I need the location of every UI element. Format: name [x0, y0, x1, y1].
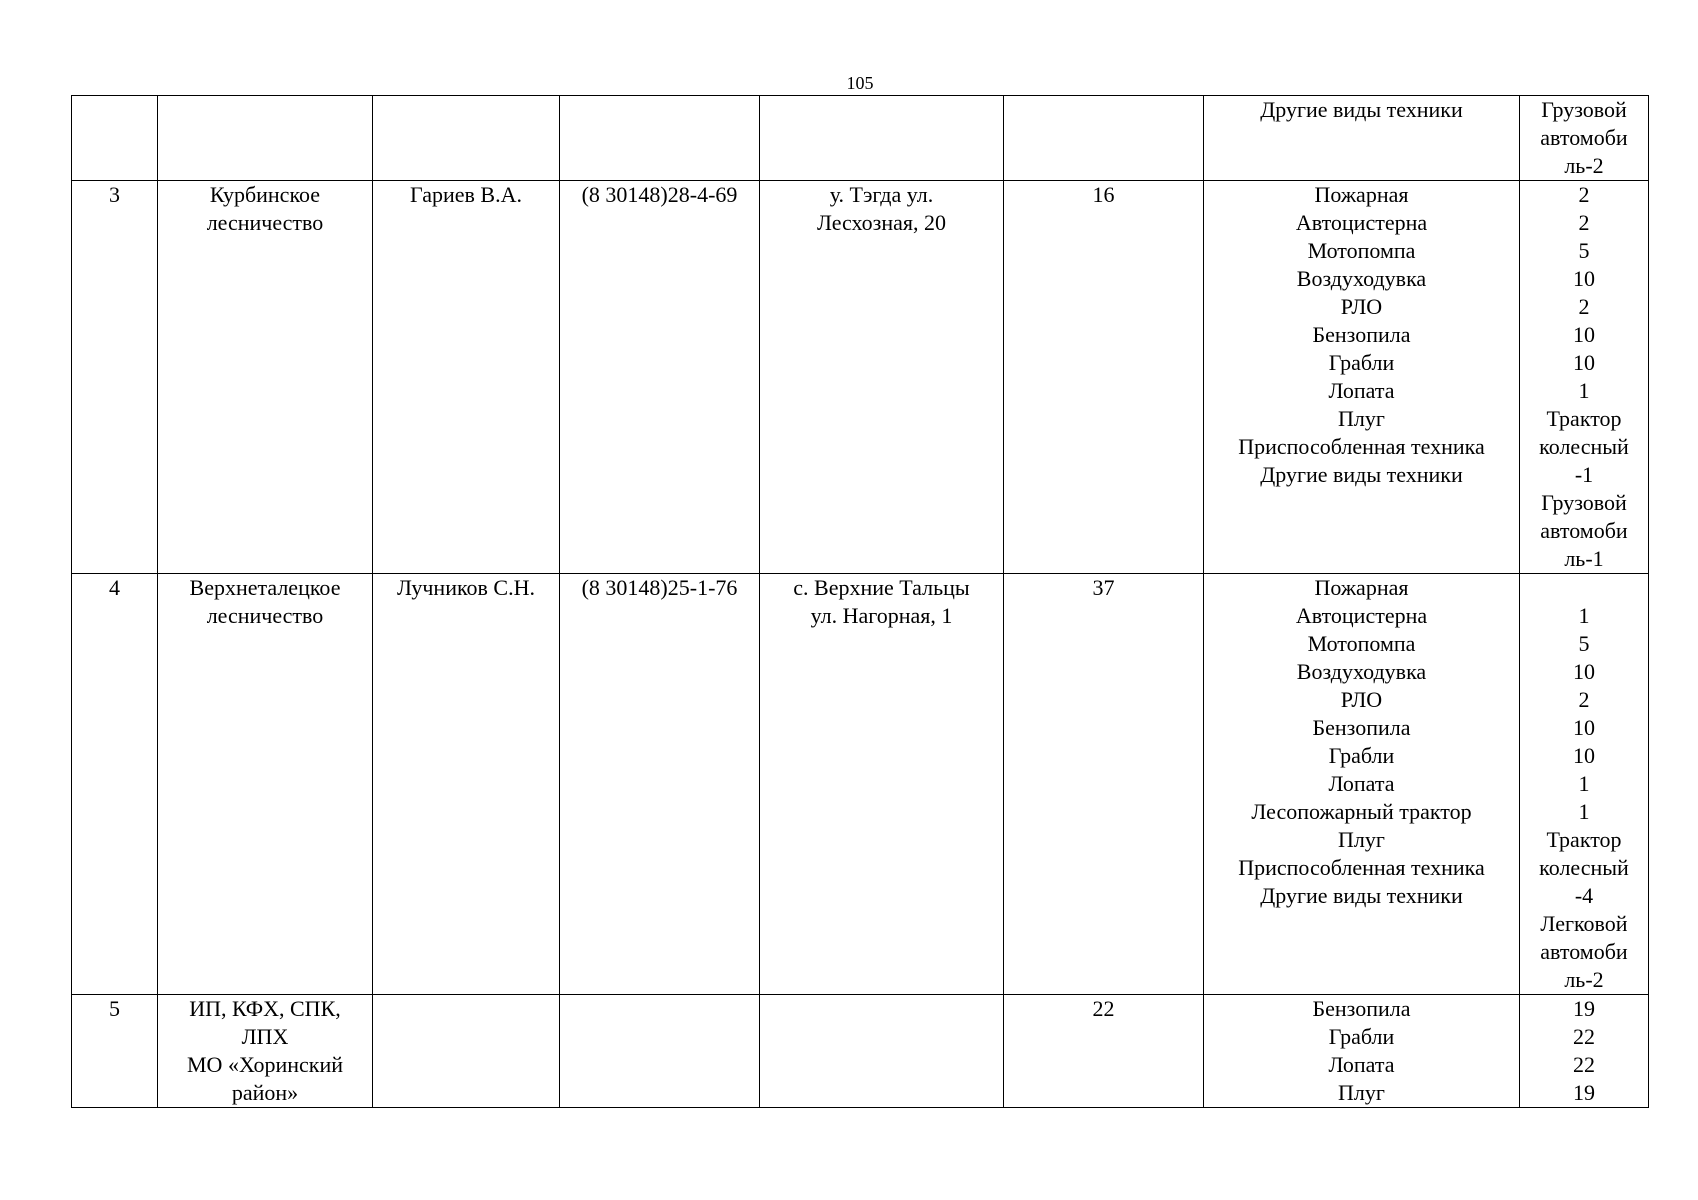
text-line: Другие виды техники: [1260, 462, 1463, 487]
text-line: Бензопила: [1312, 996, 1411, 1021]
text-line: Лопата: [1328, 771, 1395, 796]
text-line: автомоби: [1540, 125, 1628, 150]
text-line: РЛО: [1340, 687, 1383, 712]
text-line: ль-2: [1564, 967, 1604, 992]
cell-text: 16: [1092, 182, 1115, 207]
text-line: автомоби: [1540, 518, 1628, 543]
text-line: 5: [1578, 238, 1590, 263]
cell-text: 22: [1092, 996, 1115, 1021]
text-line: Плуг: [1338, 1080, 1385, 1105]
cell-personnel-count: [1004, 574, 1204, 995]
text-line: Лопата: [1328, 378, 1395, 403]
text-line: [1520, 574, 1648, 602]
text-line: Лесхозная, 20: [816, 210, 947, 235]
text-line: Плуг: [1338, 406, 1385, 431]
text-line: -4: [1574, 883, 1594, 908]
equipment-table: [71, 95, 1649, 1108]
text-line: -1: [1574, 462, 1594, 487]
text-line: 22: [1573, 1052, 1595, 1077]
text-line: Бензопила: [1312, 715, 1411, 740]
cell-personnel-count: [1004, 995, 1204, 1108]
cell-number: [72, 995, 158, 1108]
text-line: Курбинское: [209, 182, 321, 207]
text-line: у. Тэгда ул.: [829, 182, 934, 207]
cell-phone: [560, 96, 760, 181]
text-line: 2: [1578, 182, 1590, 207]
cell-phone: [560, 574, 760, 995]
cell-responsible-person: [373, 574, 560, 995]
text-line: Лесопожарный трактор: [1251, 799, 1472, 824]
table-body: [72, 96, 1649, 1108]
text-line: Грузовой: [1541, 490, 1627, 515]
text-line: Плуг: [1338, 827, 1385, 852]
cell-equipment-list: [1204, 574, 1520, 995]
text-line: колесный: [1539, 434, 1629, 459]
cell-organization: [158, 96, 373, 181]
cell-responsible-person: [373, 96, 560, 181]
cell-organization: [158, 181, 373, 574]
cell-personnel-count: [1004, 96, 1204, 181]
cell-number: [72, 574, 158, 995]
text-line: 2: [1578, 294, 1590, 319]
text-line: Легковой: [1540, 911, 1628, 936]
cell-text: 5: [109, 996, 120, 1021]
cell-equipment-quantities: [1520, 96, 1649, 181]
cell-number: [72, 96, 158, 181]
text-line: Верхнеталецкое: [189, 575, 341, 600]
table-row: [72, 995, 1649, 1108]
cell-address: [760, 995, 1004, 1108]
text-line: Воздуходувка: [1296, 266, 1427, 291]
text-line: Приспособленная техника: [1238, 434, 1485, 459]
cell-address: [760, 181, 1004, 574]
text-line: колесный: [1539, 855, 1629, 880]
text-line: Лопата: [1328, 1052, 1395, 1077]
text-line: Пожарная: [1314, 182, 1409, 207]
text-line: Бензопила: [1312, 322, 1411, 347]
table-row: [72, 181, 1649, 574]
table-row: [72, 574, 1649, 995]
text-line: ль-2: [1564, 153, 1604, 178]
text-line: Автоцистерна: [1295, 210, 1428, 235]
text-line: Автоцистерна: [1295, 603, 1428, 628]
text-line: 19: [1573, 996, 1595, 1021]
cell-text: (8 30148)25-1-76: [581, 575, 738, 600]
cell-phone: [560, 181, 760, 574]
table-row: [72, 96, 1649, 181]
text-line: лесничество: [206, 210, 324, 235]
text-line: Приспособленная техника: [1238, 855, 1485, 880]
cell-phone: [560, 995, 760, 1108]
text-line: лесничество: [206, 603, 324, 628]
text-line: 1: [1578, 603, 1590, 628]
cell-equipment-quantities: [1520, 995, 1649, 1108]
text-line: ул. Нагорная, 1: [810, 603, 953, 628]
text-line: 5: [1578, 631, 1590, 656]
cell-text: 4: [109, 575, 120, 600]
text-line: 1: [1578, 771, 1590, 796]
text-line: Мотопомпа: [1307, 238, 1416, 263]
text-line: 10: [1573, 743, 1595, 768]
cell-organization: [158, 995, 373, 1108]
text-line: 10: [1573, 715, 1595, 740]
cell-personnel-count: [1004, 181, 1204, 574]
cell-text: (8 30148)28-4-69: [581, 182, 738, 207]
cell-text: Лучников С.Н.: [396, 575, 535, 600]
cell-responsible-person: [373, 995, 560, 1108]
text-line: 10: [1573, 322, 1595, 347]
text-line: РЛО: [1340, 294, 1383, 319]
cell-equipment-list: [1204, 96, 1520, 181]
cell-number: [72, 181, 158, 574]
text-line: Грабли: [1328, 350, 1395, 375]
text-line: ль-1: [1564, 546, 1604, 571]
text-line: ЛПХ: [241, 1024, 289, 1049]
text-line: Другие виды техники: [1260, 883, 1463, 908]
text-line: с. Верхние Тальцы: [793, 575, 970, 600]
text-line: Другие виды техники: [1260, 97, 1463, 122]
cell-address: [760, 96, 1004, 181]
text-line: 10: [1573, 266, 1595, 291]
text-line: Грабли: [1328, 743, 1395, 768]
cell-address: [760, 574, 1004, 995]
text-line: 1: [1578, 799, 1590, 824]
cell-equipment-quantities: [1520, 574, 1649, 995]
text-line: Мотопомпа: [1307, 631, 1416, 656]
text-line: 2: [1578, 687, 1590, 712]
cell-responsible-person: [373, 181, 560, 574]
cell-text: 3: [109, 182, 120, 207]
cell-equipment-list: [1204, 181, 1520, 574]
cell-organization: [158, 574, 373, 995]
text-line: Воздуходувка: [1296, 659, 1427, 684]
text-line: 1: [1578, 378, 1590, 403]
text-line: ИП, КФХ, СПК,: [189, 996, 341, 1021]
cell-equipment-quantities: [1520, 181, 1649, 574]
text-line: 2: [1578, 210, 1590, 235]
text-line: Трактор: [1546, 406, 1622, 431]
text-line: Грузовой: [1541, 97, 1627, 122]
text-line: 10: [1573, 659, 1595, 684]
text-line: Пожарная: [1314, 575, 1409, 600]
cell-equipment-list: [1204, 995, 1520, 1108]
text-line: 22: [1573, 1024, 1595, 1049]
text-line: 19: [1573, 1080, 1595, 1105]
text-line: МО «Хоринский: [187, 1052, 343, 1077]
text-line: 10: [1573, 350, 1595, 375]
cell-text: 37: [1092, 575, 1115, 600]
text-line: Грабли: [1328, 1024, 1395, 1049]
text-line: Трактор: [1546, 827, 1622, 852]
text-line: район»: [231, 1080, 299, 1105]
cell-text: Гариев В.А.: [410, 182, 522, 207]
page-number: 105: [846, 73, 874, 93]
text-line: автомоби: [1540, 939, 1628, 964]
